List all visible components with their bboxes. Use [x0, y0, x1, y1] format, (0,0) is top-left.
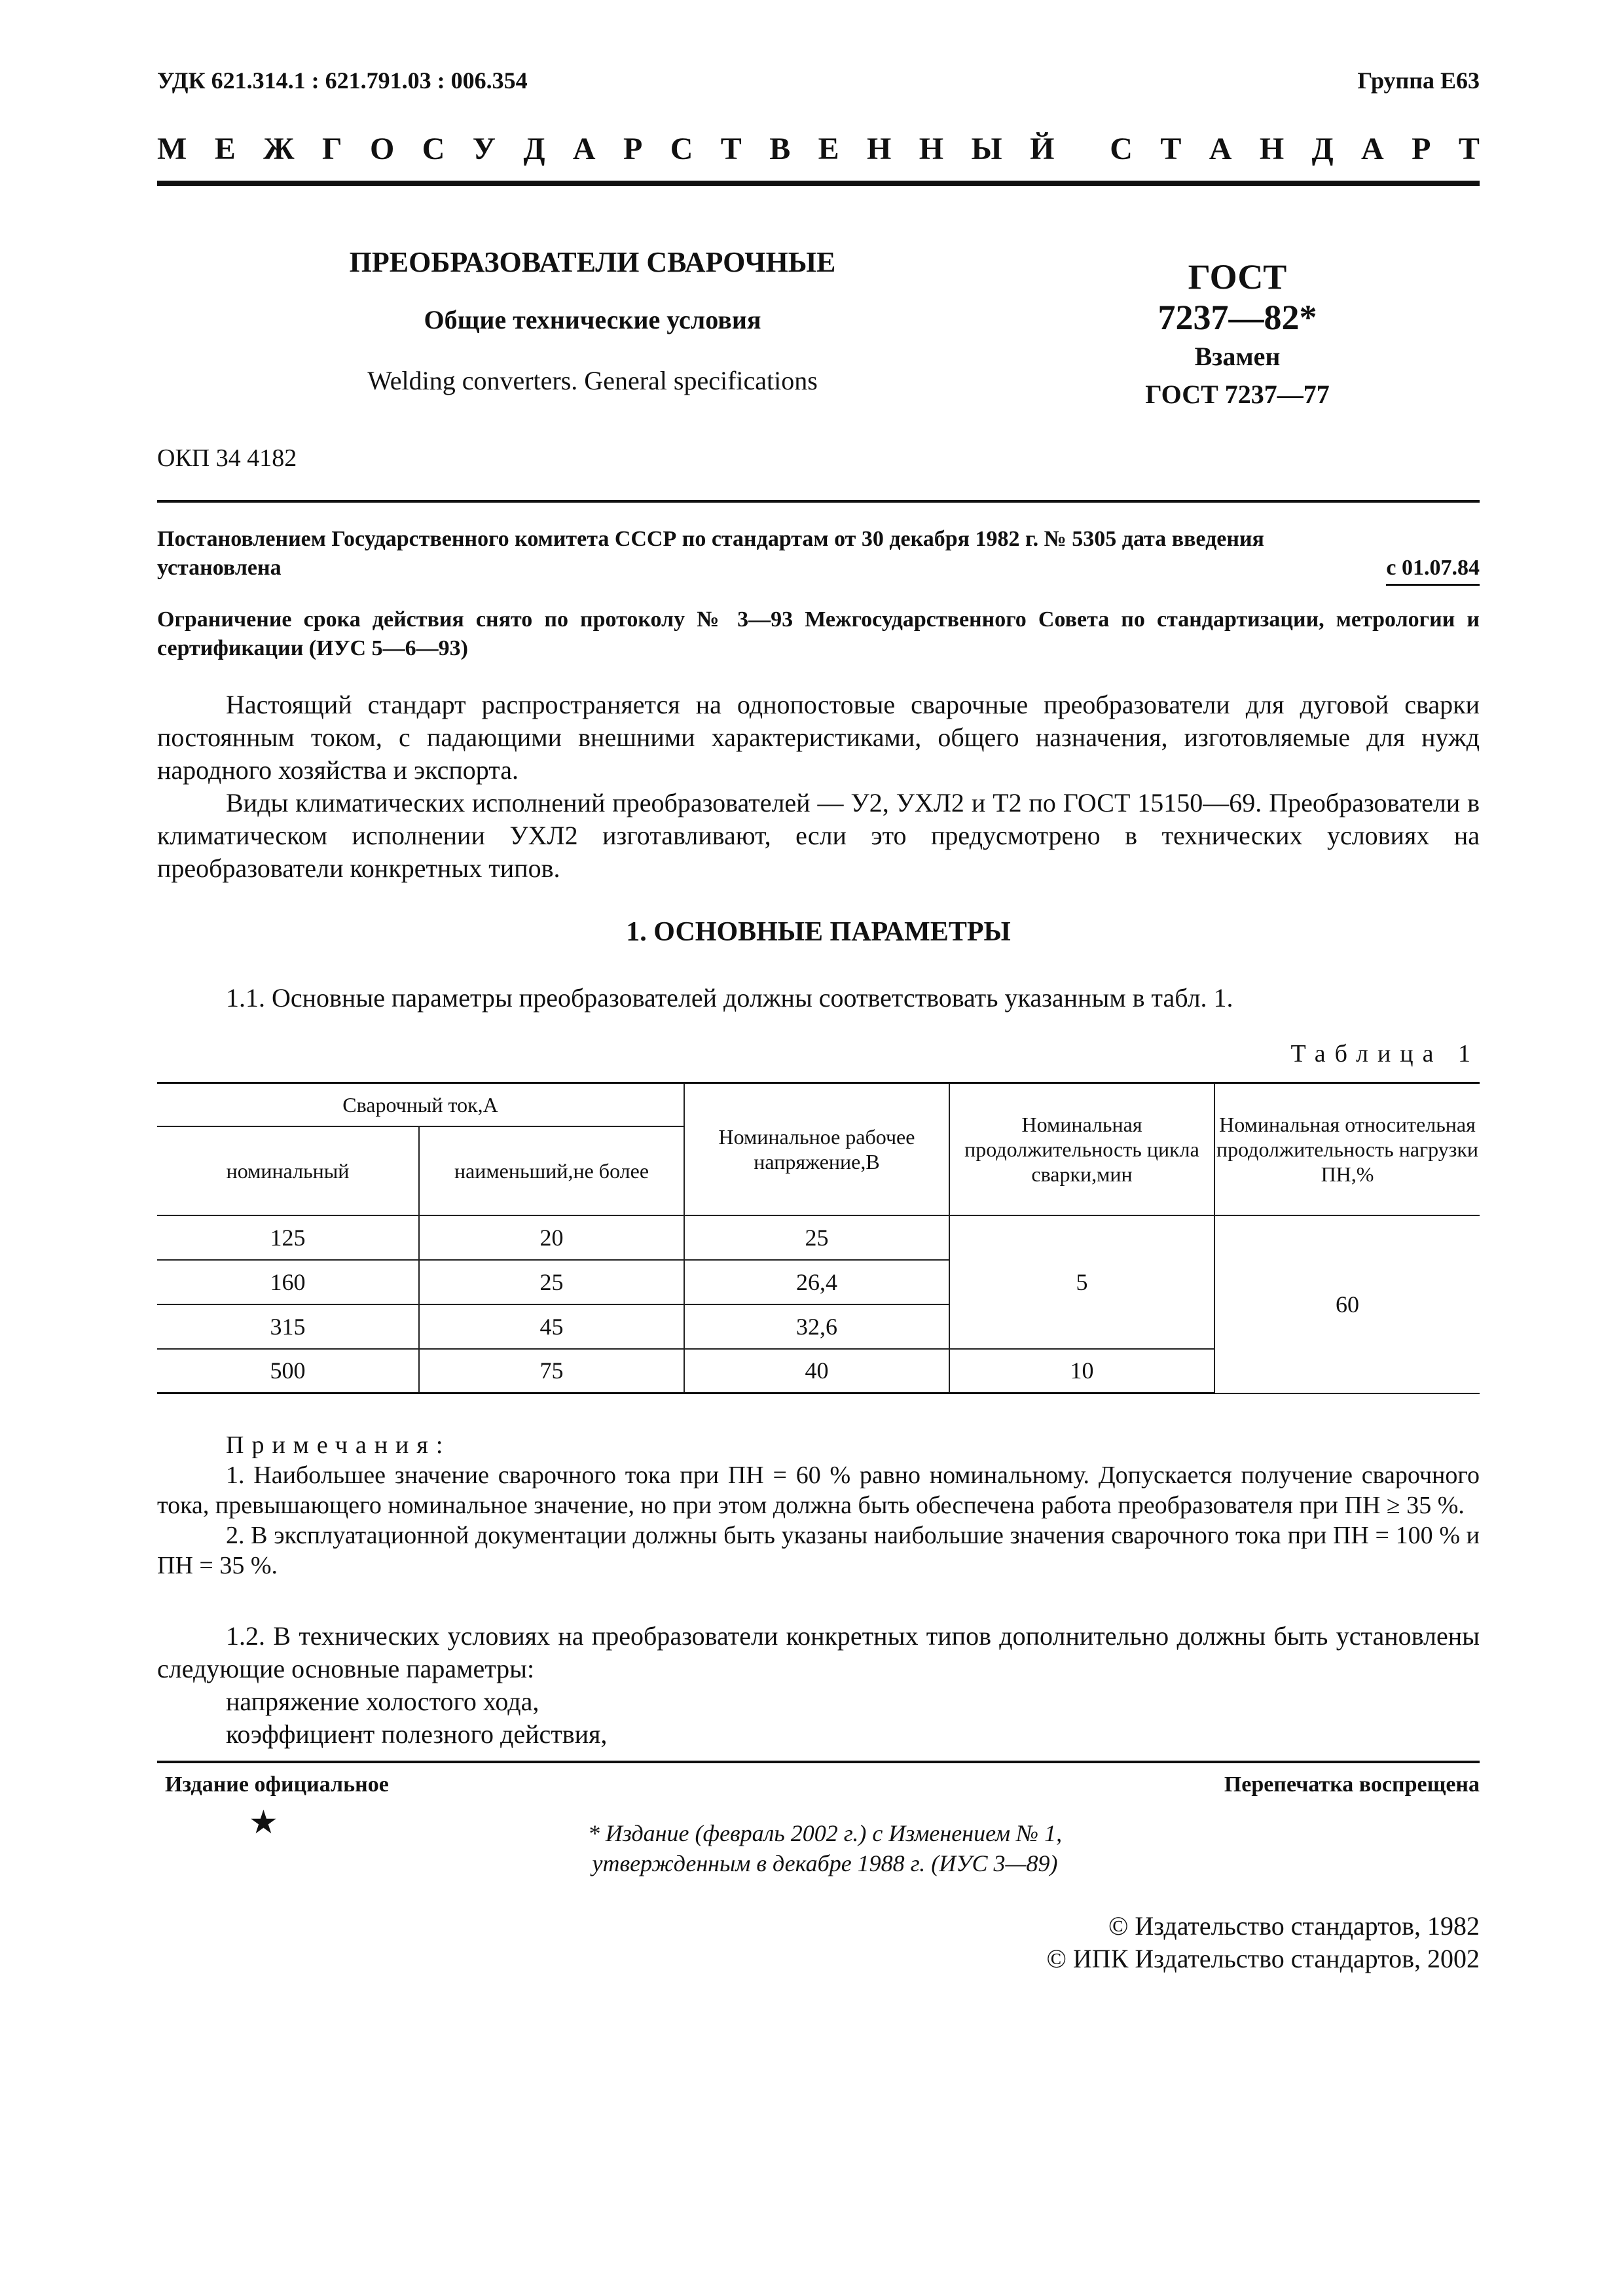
cell-min: 45	[419, 1304, 684, 1349]
heading-letter: О	[369, 132, 395, 166]
header-cycle-duration: Номинальная продолжительность цикла сварки,мин	[949, 1083, 1214, 1215]
gost-replaces: ГОСТ 7237—77	[1145, 380, 1330, 409]
cell-voltage: 26,4	[684, 1260, 949, 1304]
footer-rule	[157, 1761, 1480, 1763]
group-code: Группа Е63	[1357, 67, 1480, 94]
notes-heading: Примечания:	[226, 1431, 451, 1459]
document-title-english: Welding converters. General specifications	[367, 366, 818, 395]
heading-letter: Д	[523, 132, 545, 166]
heading-letter: Г	[322, 132, 342, 166]
cell-voltage: 25	[684, 1215, 949, 1260]
intro-paragraph-2: Виды климатических исполнений преобразователей — У2, УХЛ2 и Т2 по ГОСТ 15150—69. Преобразователи в климатическом исполнении УХЛ2 изготавливают, если это предусмотрено в технических условиях на преобразователи конкретных типов.	[157, 788, 1480, 883]
copyright-2: © ИПК Издательство стандартов, 2002	[1046, 1944, 1480, 1973]
heading-letter: А	[1361, 132, 1384, 166]
heading-letter: Д	[1311, 132, 1334, 166]
note-1: 1. Наибольшее значение сварочного тока при ПН = 60 % равно номинальному. Допускается получение сварочного тока, превышающего номинальное значение, но при этом должна быть обеспечена работа преобразователя при ПН ≥ 35 %.	[157, 1462, 1480, 1519]
limitation-text: Ограничение срока действия снято по протоколу № 3—93 Межгосударственного Совета по стандартизации, метрологии и сертификации (ИУС 5—6—93)	[157, 607, 1480, 660]
cell-cycle: 10	[949, 1349, 1214, 1393]
decree-line-1: Постановлением Государственного комитета СССР по стандартам от 30 декабря 1982 г. № 5305 дата введения	[157, 527, 1264, 551]
intro-paragraph-1: Настоящий стандарт распространяется на однопостовые сварочные преобразователи для дуговой сварки постоянным током, с падающими внешними характеристиками, общего назначения, изготовляемые для нужд народного хозяйства и экспорта.	[157, 690, 1480, 785]
cell-cycle: 5	[949, 1215, 1214, 1349]
heading-letter: Н	[1259, 132, 1285, 166]
header-voltage: Номинальное рабочее напряжение,В	[684, 1083, 949, 1215]
gost-designation	[1074, 257, 1401, 414]
heading-letter: Т	[720, 132, 742, 166]
interstate-standard-heading	[157, 131, 1480, 167]
param-item-1: напряжение холостого хода,	[226, 1687, 539, 1716]
heading-letter: Е	[214, 132, 236, 166]
okp-code: ОКП 34 4182	[157, 444, 297, 472]
note-2: 2. В эксплуатационной документации должны быть указаны наибольшие значения сварочного тока при ПН = 100 % и ПН = 35 %.	[157, 1522, 1480, 1579]
heading-letter: Ы	[971, 132, 1002, 166]
section-title: 1. ОСНОВНЫЕ ПАРАМЕТРЫ	[626, 917, 1011, 947]
heading-letter: Н	[867, 132, 892, 166]
table-row	[157, 1215, 1480, 1260]
udk-code: УДК 621.314.1 : 621.791.03 : 006.354	[157, 67, 528, 94]
cell-min: 25	[419, 1260, 684, 1304]
cell-nominal: 315	[157, 1304, 419, 1349]
decree-line-2	[157, 554, 1480, 586]
heading-letter: Н	[919, 132, 944, 166]
heading-letter: С	[670, 132, 693, 166]
reprint-prohibited: Перепечатка воспрещена	[1224, 1772, 1480, 1797]
heading-letter: В	[769, 132, 791, 166]
heading-letter: Р	[1412, 132, 1431, 166]
paragraph-1-2-text: 1.2. В технических условиях на преобразователи конкретных типов дополнительно должны быть установлены следующие основные параметры:	[157, 1621, 1480, 1683]
cell-voltage: 40	[684, 1349, 949, 1393]
official-edition: Издание официальное	[165, 1772, 389, 1797]
header-welding-current: Сварочный ток,А	[157, 1083, 684, 1126]
heading-letter: С	[1110, 132, 1133, 166]
title-rule	[157, 500, 1480, 503]
heading-letter: С	[422, 132, 445, 166]
heading-letter: У	[472, 132, 496, 166]
edition-line-1: * Издание (февраль 2002 г.) с Изменением № 1,	[587, 1820, 1063, 1846]
cell-nominal: 125	[157, 1215, 419, 1260]
gost-replaces-label: Взамен	[1194, 342, 1281, 371]
document-subtitle: Общие технические условия	[424, 305, 761, 334]
parameters-table	[157, 1082, 1480, 1394]
decree-text	[157, 525, 1480, 586]
heading-letter: А	[1209, 132, 1232, 166]
edition-line-2: утвержденным в декабре 1988 г. (ИУС 3—89)	[592, 1850, 1058, 1876]
header-current-min: наименьший,не более	[419, 1126, 684, 1215]
document-title: ПРЕОБРАЗОВАТЕЛИ СВАРОЧНЫЕ	[349, 246, 836, 278]
param-item-2: коэффициент полезного действия,	[226, 1719, 608, 1749]
cell-nominal: 160	[157, 1260, 419, 1304]
table-notes	[157, 1430, 1480, 1581]
heading-letter: М	[157, 132, 187, 166]
cell-min: 75	[419, 1349, 684, 1393]
gost-number: 7237—82*	[1158, 298, 1317, 337]
heading-letter: Р	[623, 132, 643, 166]
header-rule	[157, 181, 1480, 186]
edition-note	[504, 1818, 1146, 1878]
heading-letter: А	[572, 132, 596, 166]
header-load-duration: Номинальная относительная продолжительность нагрузки ПН,%	[1214, 1083, 1480, 1215]
heading-letter: Т	[1160, 132, 1182, 166]
decree-date: с 01.07.84	[1386, 554, 1480, 586]
heading-letter: Т	[1458, 132, 1480, 166]
heading-letter: Е	[818, 132, 839, 166]
cell-min: 20	[419, 1215, 684, 1260]
header-current-nominal: номинальный	[157, 1126, 419, 1215]
table-caption: Таблица 1	[1290, 1040, 1480, 1067]
copyright-1: © Издательство стандартов, 1982	[1108, 1911, 1480, 1941]
cell-nominal: 500	[157, 1349, 419, 1393]
cell-voltage: 32,6	[684, 1304, 949, 1349]
star-icon: ★	[249, 1804, 278, 1840]
copyright	[1047, 1910, 1480, 1975]
heading-letter: Ж	[263, 132, 295, 166]
paragraph-1-2	[157, 1620, 1480, 1751]
cell-load: 60	[1214, 1215, 1480, 1393]
gost-label: ГОСТ	[1188, 257, 1287, 296]
paragraph-1-1: 1.1. Основные параметры преобразователей должны соответствовать указанным в табл. 1.	[226, 983, 1233, 1013]
heading-letter: Й	[1030, 132, 1055, 166]
decree-established: установлена	[157, 556, 282, 580]
